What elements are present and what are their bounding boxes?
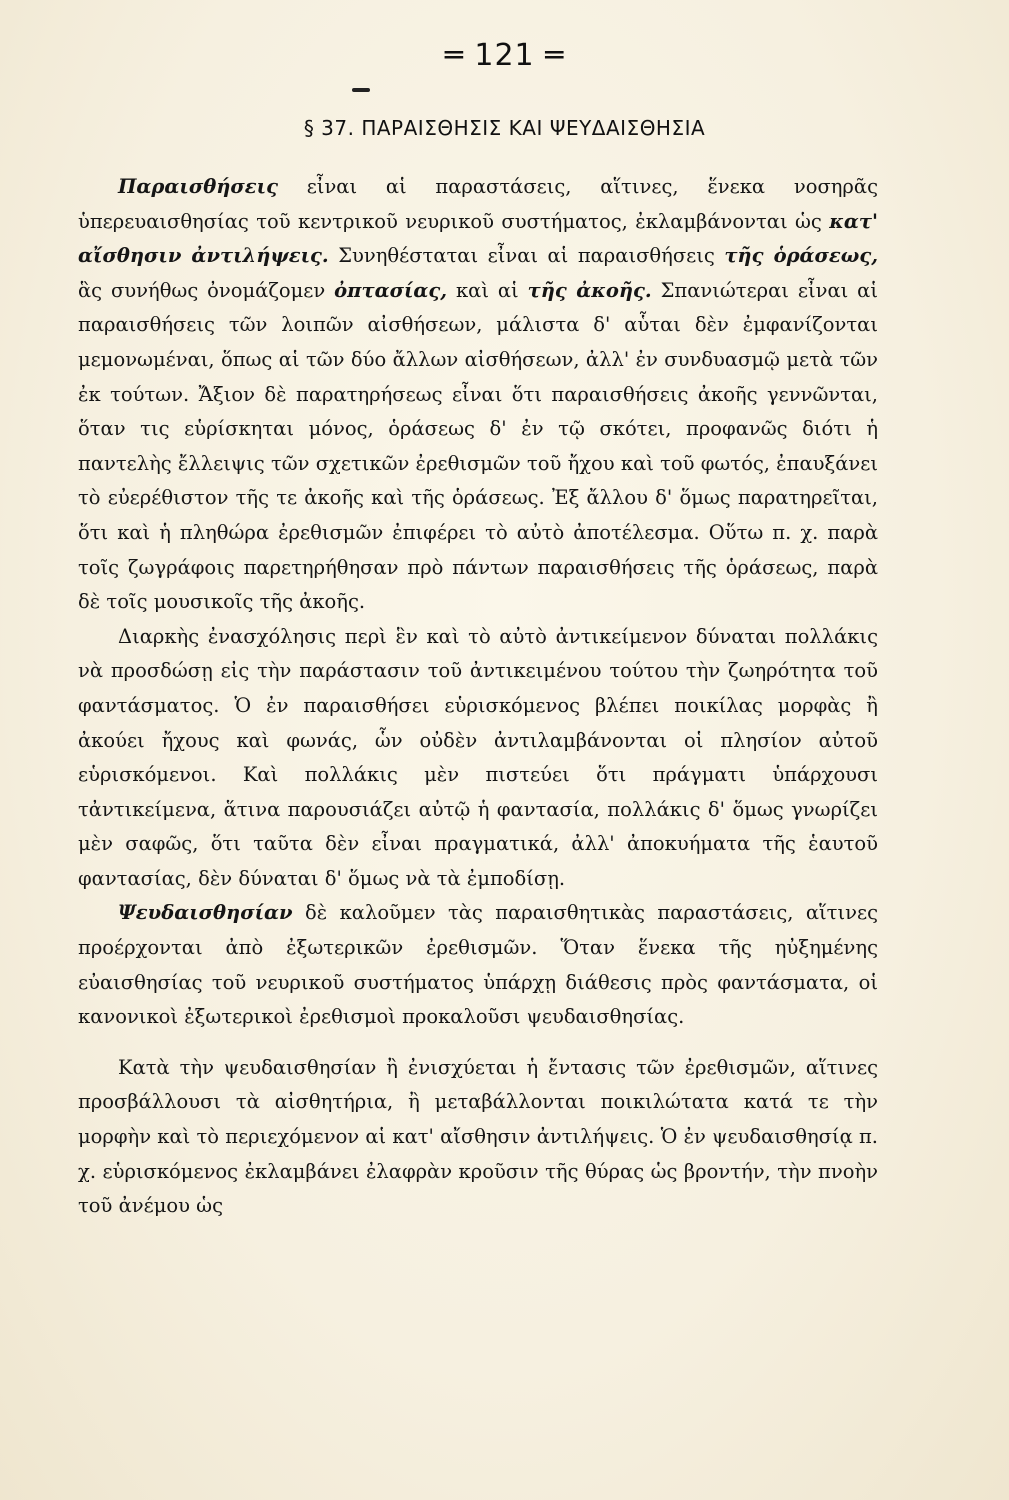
text-body [78,170,878,1224]
paragraph-paraisthiseis [78,170,878,620]
paragraph-text: καὶ αἱ [447,278,528,302]
paragraph-diarkis [78,620,878,897]
term-paraisthiseis: Παραισθήσεις [118,175,278,198]
term-psevdaisthisian: Ψευδαισθησίαν [118,901,293,925]
paragraph-text: Σπανιώτεραι εἶναι αἱ παραισθήσεις τῶν λοιπῶν αἰσθήσεων, μάλιστα δ' αὗται δὲν ἐμφανίζονται μεμονωμέναι, ὅπως αἱ τῶν δύο ἄλλων αἰσθήσεων, ἀλλ' ἐν συνδυασμῷ μετὰ τῶν ἐκ τούτων. Ἄξιον δὲ παρατηρήσεως εἶναι ὅτι παραισθήσεις ἀκοῆς γεννῶνται, ὅταν τις εὑρίσκηται μόνος, ὁράσεως δ' ἐν τῷ σκότει, προφανῶς διότι ἡ παντελὴς ἔλλειψις τῶν σχετικῶν ἐρεθισμῶν τοῦ ἤχου καὶ τοῦ φωτός, ἐπαυξάνει τὸ εὐερέθιστον τῆς τε ἀκοῆς καὶ τῆς ὁράσεως. Ἐξ ἄλλου δ' ὅμως παρατηρεῖται, ὅτι καὶ ἡ πληθώρα ἐρεθισμῶν ἐπιφέρει τὸ αὐτὸ ἀποτέλεσμα. Οὕτω π. χ. παρὰ τοῖς ζωγράφοις παρετηρήθησαν πρὸ πάντων παραισθήσεις τῆς ὁράσεως, παρὰ δὲ τοῖς μουσικοῖς τῆς ἀκοῆς. [78,278,878,614]
emphasis-text: κατ' αἴσθησιν ἀντιλήψεις. [78,209,878,268]
page-number: ═ 121 ═ [444,38,565,73]
paragraph-text: ἃς συνήθως ὀνομάζομεν [78,278,335,302]
paragraph-kata-tin [78,1051,878,1224]
emphasis-text: τῆς ὁράσεως, [724,244,879,268]
emphasis-text: ὀπτασίας, [334,278,448,302]
section-heading: § 37. ΠΑΡΑΙΣΘΗΣΙΣ ΚΑΙ ΨΕΥΔΑΙΣΘΗΣΙΑ [303,116,706,140]
ink-mark [352,88,370,92]
paragraph-psevdaisthisia [78,896,878,1034]
paragraph-text: Κατὰ τὴν ψευδαισθησίαν ἢ ἐνισχύεται ἡ ἔντασις τῶν ἐρεθισμῶν, αἵτινες προσβάλλουσι τὰ αἰσθητήρια, ἢ μεταβάλλονται ποικιλώτατα κατά τε τὴν μορφὴν καὶ τὸ περιεχόμενον αἱ κατ' αἴσθησιν ἀντιλήψεις. Ὁ ἐν ψευδαισθησίᾳ π. χ. εὑρισκόμενος ἐκλαμβάνει ἐλαφρὰν κροῦσιν τῆς θύρας ὡς βροντήν, τὴν πνοὴν τοῦ ἀνέμου ὡς [78,1055,878,1218]
emphasis-text: τῆς ἀκοῆς. [527,278,652,302]
paragraph-text: εἶναι αἱ παραστάσεις, αἵτινες, ἕνεκα νοσηρᾶς ὑπερευαισθησίας τοῦ κεντρικοῦ νευρικοῦ συστήματος, ἐκλαμβάνονται ὡς [78,175,878,233]
paragraph-text: Διαρκὴς ἐνασχόλησις περὶ ἓν καὶ τὸ αὐτὸ ἀντικείμενον δύναται πολλάκις νὰ προσδώσῃ εἰς τὴν παράστασιν τοῦ ἀντικειμένου τούτου τὴν ζωηρότητα τοῦ φαντάσματος. Ὁ ἐν παραισθήσει εὑρισκόμενος βλέπει ποικίλας μορφὰς ἢ ἀκούει ἤχους καὶ φωνάς, ὧν οὐδὲν ἀντιλαμβάνονται οἱ πλησίον αὐτοῦ εὑρισκόμενοι. Καὶ πολλάκις μὲν πιστεύει ὅτι πράγματι ὑπάρχουσι τἀντικείμενα, ἅτινα παρουσιάζει αὐτῷ ἡ φαντασία, πολλάκις δ' ὅμως γνωρίζει μὲν σαφῶς, ὅτι ταῦτα δὲν εἶναι πραγματικά, ἀλλ' ἀποκυήματα τῆς ἑαυτοῦ φαντασίας, δὲν δύναται δ' ὅμως νὰ τὰ ἐμποδίσῃ. [78,624,878,890]
paragraph-text: δὲ καλοῦμεν τὰς παραισθητικὰς παραστάσεις, αἵτινες προέρχονται ἀπὸ ἐξωτερικῶν ἐρεθισμῶν. Ὅταν ἕνεκα τῆς ηὐξημένης εὐαισθησίας τοῦ νευρικοῦ συστήματος ὑπάρχῃ διάθεσις πρὸς φαντάσματα, οἱ κανονικοὶ ἐξωτερικοὶ ἐρεθισμοὶ προκαλοῦσι ψευδαισθησίας. [78,901,878,1029]
paragraph-text: Συνηθέσταται εἶναι αἱ παραισθήσεις [328,244,725,268]
